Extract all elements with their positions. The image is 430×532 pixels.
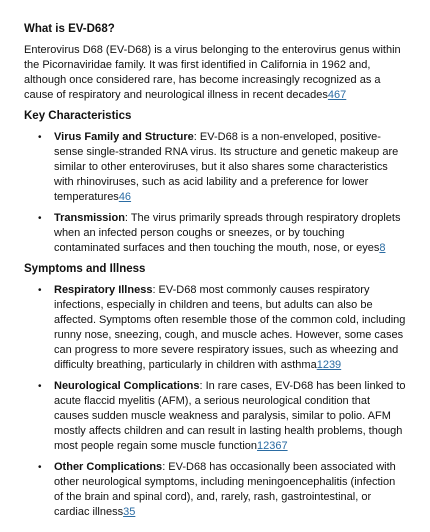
bullet-icon: • <box>38 462 42 473</box>
bullet-icon: • <box>38 132 42 143</box>
item-text: : EV-D68 is a non-enveloped, positive-sense single-stranded RNA virus. Its structure and genetic makeup are similar to other enteroviruses, but it also shares some characteristics with rhinoviruses, such as acid lability and a preference for lower temperatures <box>54 131 399 203</box>
bullet-icon: • <box>38 381 42 392</box>
key-characteristics-list <box>24 130 406 256</box>
list-item <box>38 211 406 256</box>
citation-link[interactable]: 12367 <box>257 440 288 452</box>
item-text: : In rare cases, EV-D68 has been linked to acute flaccid myelitis (AFM), a serious neurological condition that causes sudden muscle weakness and paralysis, similar to polio. AFM mostly affects children and can result in lasting health problems, though most people regain some muscle function <box>54 380 406 452</box>
item-term: Virus Family and Structure <box>54 131 194 143</box>
item-term: Neurological Complications <box>54 380 200 392</box>
key-characteristics-heading: Key Characteristics <box>24 110 132 122</box>
item-term: Transmission <box>54 212 125 224</box>
list-item <box>38 379 406 454</box>
item-text: : The virus primarily spreads through respiratory droplets when an infected person coughs or sneezes, or by touching contaminated surfaces and then touching the mouth, nose, or eyes <box>54 212 401 254</box>
intro-paragraph <box>24 43 406 103</box>
citation-link[interactable]: 46 <box>118 191 132 203</box>
item-term: Other Complications <box>54 461 163 473</box>
bullet-icon: • <box>38 285 42 296</box>
citation-link[interactable]: 35 <box>123 506 136 518</box>
citation-link[interactable]: 8 <box>379 242 386 254</box>
list-item <box>38 130 406 205</box>
item-text: : EV-D68 most commonly causes respiratory infections, especially in children and teens, but adults can also be affected. Symptoms often resemble those of the common cold, including runny nose, sneezing, cough, and muscle aches. However, some cases can progress to more severe respiratory issues, such as wheezing and difficulty breathing, particularly in children with asthma <box>54 284 406 371</box>
symptoms-list <box>24 283 406 520</box>
list-item <box>38 460 406 520</box>
intro-heading: What is EV-D68? <box>24 23 115 35</box>
item-text: : EV-D68 has occasionally been associated with other neurological symptoms, including meningoencephalitis (infection of the brain and spinal cord), and, rarely, rash, gastrointestinal, or cardiac illness <box>54 461 396 518</box>
bullet-icon: • <box>38 213 42 224</box>
citation-link[interactable]: 1239 <box>316 359 342 371</box>
intro-text: Enterovirus D68 (EV-D68) is a virus belonging to the enterovirus genus within the Picornaviridae family. It was first identified in California in 1962 and, although once considered rare, has become increasingly recognized as a cause of respiratory and neurological illness in recent decades <box>24 44 401 101</box>
symptoms-heading: Symptoms and Illness <box>24 263 146 275</box>
item-term: Respiratory Illness <box>54 284 153 296</box>
list-item <box>38 283 406 373</box>
intro-citation-link[interactable]: 467 <box>327 89 347 101</box>
